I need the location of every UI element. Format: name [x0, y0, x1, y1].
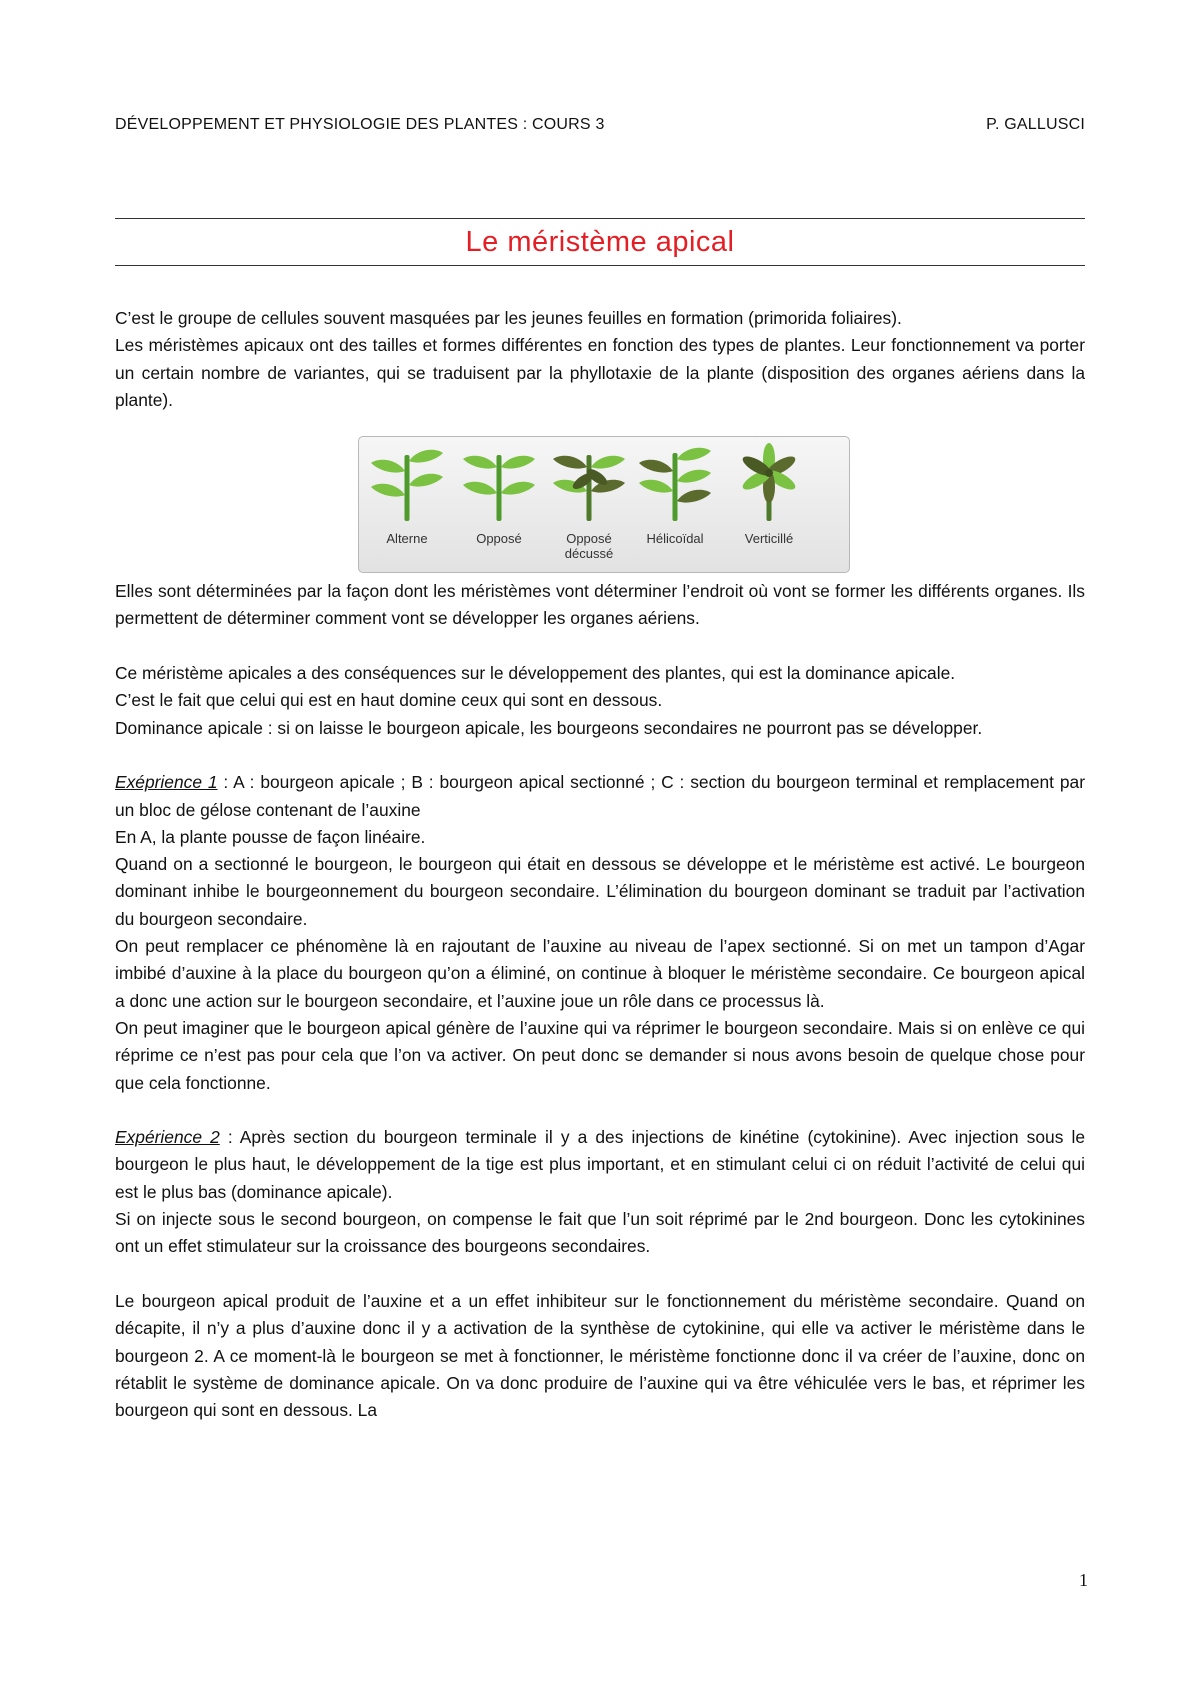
plant-oppose-icon	[463, 455, 535, 521]
label-oppose-decusse-text: Opposé décussé	[564, 531, 614, 561]
label-oppose-decusse	[541, 531, 637, 561]
paragraph-experiment-1	[115, 769, 1085, 824]
paragraph-experiment-2	[115, 1124, 1085, 1206]
label-verticille: Verticillé	[744, 531, 794, 546]
plant-helicoidal-icon	[639, 448, 711, 521]
experiment-1-text: : A : bourgeon apicale ; B : bourgeon apical sectionné ; C : section du bourgeon terminal et remplacement par un bloc de gélose contenant de l’auxine	[115, 772, 1086, 820]
page-header	[115, 116, 1085, 134]
paragraph-dominance-2: C’est le fait que celui qui est en haut domine ceux qui sont en dessous.	[115, 690, 663, 711]
paragraph-experiment-1-c: On peut remplacer ce phénomène là en rajoutant de l’auxine au niveau de l’apex sectionné. Si on met un tampon d’Agar imbibé d’auxine à la place du bourgeon qu’on a éliminé, on continue à bloquer le méristème secondaire. Ce bourgeon apical a donc une action sur le bourgeon secondaire, et l’auxine joue un rôle dans ce processus là.	[115, 936, 1085, 1011]
page-title: Le méristème apical	[465, 225, 735, 258]
paragraph-gap	[115, 633, 1085, 660]
paragraph-dominance-3: Dominance apicale : si on laisse le bourgeon apicale, les bourgeons secondaires ne pourront pas se développer.	[115, 717, 983, 738]
author-name: P. GALLUSCI	[986, 116, 1085, 133]
label-oppose: Opposé	[476, 531, 522, 546]
phyllotaxy-figure	[358, 436, 850, 573]
paragraph-gap	[115, 742, 1085, 769]
paragraph-gap	[115, 1261, 1085, 1288]
paragraph-experiment-2-b: Si on injecte sous le second bourgeon, on compense le fait que l’un soit réprimé par le 2nd bourgeon. Donc les cytokinines ont un effet stimulateur sur la croissance des bourgeons secondaires.	[115, 1209, 1085, 1257]
paragraph-intro-1: C’est le groupe de cellules souvent masquées par les jeunes feuilles en formation (primorida foliaires).	[115, 308, 902, 328]
paragraph-experiment-1-a: En A, la plante pousse de façon linéaire.	[115, 826, 426, 847]
course-title: DÉVELOPPEMENT ET PHYSIOLOGIE DES PLANTES : COURS 3	[115, 116, 605, 133]
experiment-2-text: : Après section du bourgeon terminale il y a des injections de kinétine (cytokinine). Avec injection sous le bourgeon le plus haut, le développement de la tige est plus important, et en stimulant celui ci on réduit l’activité de celui qui est le plus bas (dominance apicale).	[115, 1127, 1085, 1202]
plant-oppose-decusse-icon	[553, 455, 625, 521]
paragraph-experiment-1-b: Quand on a sectionné le bourgeon, le bourgeon qui était en dessous se développe et le méristème est activé. Le bourgeon dominant inhibe le bourgeonnement du bourgeon secondaire. L’élimination du bourgeon dominant se traduit par l’activation du bourgeon secondaire.	[115, 854, 1085, 929]
paragraph-conclusion: Le bourgeon apical produit de l’auxine et a un effet inhibiteur sur le fonctionnement du méristème secondaire. Quand on décapite, il n’y a plus d’auxine donc il y a activation de la synthèse de cytokinine, qui elle va activer le méristème dans le bourgeon 2. A ce moment-là le bourgeon se met à fonctionner, le méristème fonctionne donc il va créer de l’auxine, donc on rétablit le système de dominance apicale. On va donc produire de l’auxine qui va être véhiculée vers le bas, et réprimer les bourgeon qui sont en dessous. La	[115, 1290, 1085, 1421]
paragraph-intro-2: Les méristèmes apicaux ont des tailles et formes différentes en fonction des types de plantes. Leur fonctionnement va porter un certain nombre de variantes, qui se traduisent par la phyllotaxie de la plante (disposition des organes aériens dans la plante).	[115, 335, 1085, 410]
paragraph-after-figure: Elles sont déterminées par la façon dont les méristèmes vont déterminer l’endroit où vont se former les différents organes. Ils permettent de déterminer comment vont se développer les organes aériens.	[115, 581, 1085, 629]
paragraph-dominance-1: Ce méristème apicales a des conséquences sur le développement des plantes, qui est la dominance apicale.	[115, 663, 956, 684]
label-alterne: Alterne	[386, 531, 428, 546]
paragraph-experiment-1-d: On peut imaginer que le bourgeon apical génère de l’auxine qui va réprimer le bourgeon secondaire. Mais si on enlève ce qui réprime ce n’est pas pour cela que l’on va activer. On peut donc se demander si nous avons besoin de quelque chose pour que cela fonctionne.	[115, 1017, 1085, 1093]
title-band	[115, 218, 1085, 266]
plant-alterne-icon	[371, 450, 443, 521]
experiment-2-label: Expérience 2	[115, 1127, 220, 1148]
experiment-1-label: Exéprience 1	[115, 772, 218, 793]
label-helicoidal: Hélicoïdal	[646, 531, 704, 546]
page-number: 1	[1079, 1570, 1088, 1590]
plant-verticille-icon	[740, 443, 798, 521]
paragraph-gap	[115, 1097, 1085, 1124]
